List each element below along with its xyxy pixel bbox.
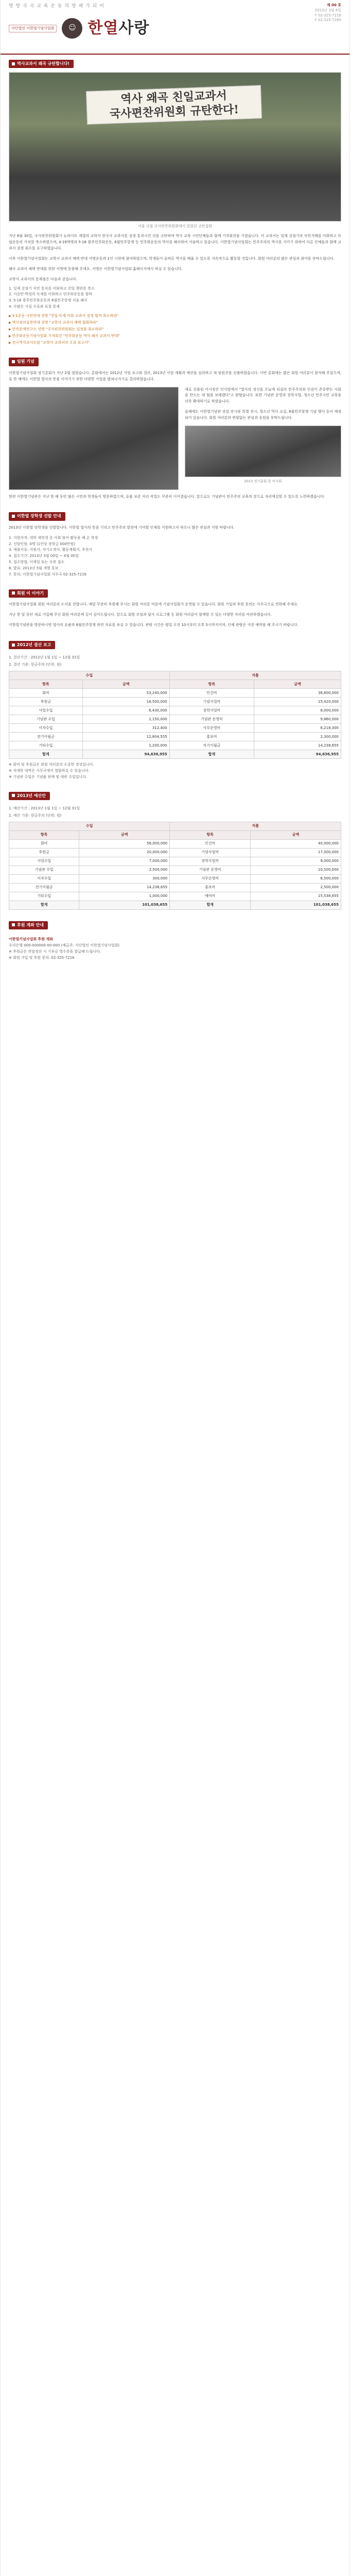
income-total: 94,636,955 [82, 750, 169, 759]
list-item: 3. 5·18 광주민주화운동과 6월민주항쟁 서술 왜곡 [9, 298, 87, 303]
section-title-text: 후원 계좌 안내 [17, 922, 44, 927]
col-amount: 금액 [79, 831, 170, 839]
expense-item: 차기이월금 [169, 741, 254, 750]
section-title [9, 792, 50, 800]
newsletter-logo [87, 16, 149, 41]
meeting-photo [9, 387, 179, 490]
section-title [9, 358, 39, 366]
list-intro: 교학사 교과서의 문제점은 다음과 같습니다. [9, 277, 77, 281]
meeting-photo-2 [185, 426, 341, 477]
section-title-text: 임원 기념 [17, 359, 34, 364]
income-amount: 56,000,000 [79, 839, 170, 848]
income-amount: 312,400 [82, 724, 169, 733]
expense-amount: 9,000,000 [251, 857, 341, 866]
table-row [9, 689, 341, 698]
section-general-meeting [1, 352, 349, 507]
income-item: 기념관 수입 [9, 866, 79, 874]
section-title [9, 641, 55, 649]
list-item: 7. 문의: 이한열기념사업회 사무국 02-325-7216 [9, 572, 86, 577]
expense-item: 인건비 [170, 839, 251, 848]
note: ※ 기념관 수입은 기념품 판매 및 대관 수입입니다. [9, 774, 87, 779]
table-row [9, 741, 341, 750]
expense-header: 지출 [169, 671, 341, 680]
photo-caption: 서울 국립 국사편찬위원회에서 있었던 규탄집회 [137, 224, 213, 229]
bank-account[interactable]: 우리은행 000-000000-00-000 (예금주: 사단법인 이한열기념사업회) [9, 943, 120, 948]
section-title [9, 589, 48, 598]
income-amount: 20,000,000 [79, 848, 170, 857]
expense-amount: 8,000,000 [254, 706, 341, 715]
total-row [9, 750, 341, 759]
newsletter-header [1, 0, 349, 55]
section-title-text: 회원 이 이야기 [17, 590, 44, 596]
expense-item: 기념관 운영비 [170, 866, 251, 874]
note: ※ 회원 가입 및 후원 문의: 02-325-7216 [9, 955, 75, 960]
expense-total: 94,636,955 [254, 750, 341, 759]
expense-amount: 2,300,000 [254, 733, 341, 741]
income-item: 회비 [9, 839, 79, 848]
section-settlement [1, 636, 349, 787]
list-item: 2. 선발인원: 0명 (1인당 장학금 000만원) [9, 541, 76, 546]
table-row [9, 848, 341, 857]
section-textbook [1, 55, 349, 352]
paragraph: 지난 8월 30일, 국사편찬위원회가 뉴라이트 계열의 교학사 한국사 교과서를 검정 통과시킨 것을 규탄하며 역사 교육 시민단체들과 함께 기자회견을 가졌습니다. 이 교과서는 일제 강점기의 식민지배를 미화하고 독립운동의 가치를 축소하였으며, 4·19혁명과 5·18 광주민주화운동, 6월민주항쟁 등 민주화운동의 역사를 왜곡하여 서술하고 있습니다. 이한열기념사업회는 민주주의의 역사를 지키기 위하여 다른 단체들과 함께 교과서 검정 취소를 요구하였습니다. [9, 234, 341, 251]
income-total: 101,038,655 [79, 901, 170, 909]
brand [9, 16, 341, 41]
statement-link[interactable]: ▶ 민족문제연구소 성명 "국사편찬위원회는 검정을 취소하라" [9, 327, 341, 332]
income-amount: 18,500,000 [82, 698, 169, 706]
scholarship-items [9, 535, 341, 578]
income-header: 수입 [9, 671, 170, 680]
table-row [9, 724, 341, 733]
settlement-body [9, 689, 341, 750]
section-title-text: 2013년 예산안 [17, 793, 46, 798]
paragraph: 왜곡 교과서 채택 반대를 위한 서명에 동참해 주세요. 서명은 이한열기념사업회 홈페이지에서 하실 수 있습니다. [9, 266, 183, 271]
income-item: 전기이월금 [9, 733, 83, 741]
expense-item: 장학사업비 [170, 857, 251, 866]
income-amount: 12,804,555 [82, 733, 169, 741]
expense-amount: 14,238,655 [254, 741, 341, 750]
expense-item: 인건비 [169, 689, 254, 698]
table-row [9, 715, 341, 724]
section-title-text: 2012년 결산 보고 [17, 642, 51, 647]
total-label: 합계 [9, 901, 79, 909]
header-slogan: 방 방 곡 곡 교 육 운 동 의 방 패 가 되 어 [9, 4, 104, 9]
expense-amount: 10,500,000 [251, 866, 341, 874]
ledger-notes [9, 762, 341, 781]
table-row [9, 698, 341, 706]
portrait-icon: ☺ [62, 18, 82, 39]
list-item: 3. 제출서류: 지원서, 자기소개서, 활동계획서, 추천서 [9, 548, 93, 552]
expense-item: 사무운영비 [169, 724, 254, 733]
table-row [9, 866, 341, 874]
expense-amount: 6,218,300 [254, 724, 341, 733]
note: ※ 후원금은 연말정산 시 기부금 영수증을 발급해 드립니다. [9, 950, 101, 954]
table-row [9, 839, 341, 848]
expense-item: 기념관 운영비 [169, 715, 254, 724]
ledger-basis: 2. 결산 기준: 현금주의 (단위: 원) [9, 663, 62, 667]
expense-amount: 17,000,000 [251, 848, 341, 857]
issue-date: 2013년 3월 6일 [314, 8, 341, 12]
income-amount: 300,000 [79, 874, 170, 883]
list-item: 5. 접수방법: 이메일 또는 우편 접수 [9, 560, 65, 565]
income-item: 사업수입 [9, 857, 79, 866]
table-row [9, 883, 341, 892]
expense-amount: 2,500,000 [251, 883, 341, 892]
section-budget [1, 787, 349, 916]
total-label: 합계 [169, 750, 254, 759]
expense-item: 기념사업비 [169, 698, 254, 706]
paragraph: 한편 이한열기념관은 지난 한 해 동안 많은 시민과 학생들이 방문하였으며, 유품 보존 처리 작업도 꾸준히 이어졌습니다. 앞으로도 기념관이 민주주의 교육의 장으로 자리매김할 수 있도록 노력하겠습니다. [9, 494, 325, 499]
income-amount: 7,000,000 [79, 857, 170, 866]
section-members [1, 584, 349, 636]
income-item: 기타수입 [9, 892, 79, 901]
col-item: 항목 [9, 831, 79, 839]
section-title [9, 60, 74, 68]
total-label: 합계 [9, 750, 83, 759]
income-item: 회비 [9, 689, 83, 698]
table-row [9, 733, 341, 741]
paragraph: 이한열기념사업회 정기총회가 지난 2월 열렸습니다. 총회에서는 2012년 사업 보고와 결산, 2013년 사업 계획과 예산을 심의하고 새 임원진을 선출하였습니다. 이번 총회에는 많은 회원 여러분이 참석해 주셨으며, 올 한 해에도 이한열 열사의 뜻을 이어가기 위한 다양한 사업을 펼쳐나가기로 결의하였습니다. [9, 370, 341, 381]
header-fax: 02-325-7265 [318, 18, 341, 23]
expense-item: 장학사업비 [169, 706, 254, 715]
income-amount: 14,238,655 [79, 883, 170, 892]
paragraph: 지난 한 달 동안 새로 가입해 주신 회원 여러분께 깊이 감사드립니다. 앞으로 회원 모임과 답사 프로그램 등 회원 여러분이 함께할 수 있는 다양한 자리를 마련하겠습니다. [9, 613, 272, 617]
total-row [9, 901, 341, 909]
expense-amount: 40,000,000 [251, 839, 341, 848]
expense-amount: 38,600,000 [254, 689, 341, 698]
donation-info [9, 937, 341, 961]
section-donation [1, 916, 349, 968]
expense-amount: 6,500,000 [251, 874, 341, 883]
income-item: 사업수입 [9, 706, 83, 715]
income-amount: 6,430,000 [82, 706, 169, 715]
income-amount: 1,000,000 [79, 892, 170, 901]
col-amount: 금액 [82, 680, 169, 689]
col-item: 항목 [169, 680, 254, 689]
table-row [9, 874, 341, 883]
photo-caption: 2013 정기총회 및 이사회 [244, 479, 282, 483]
paragraph: 올해에도 이한열기념관 상설 전시와 특별 전시, 청소년 역사 교실, 6월민주항쟁 기념 행사 등이 예정되어 있습니다. 회원 여러분의 변함없는 관심과 응원을 부탁드립니다. [185, 410, 341, 420]
expense-item: 예비비 [170, 892, 251, 901]
logo-pre: 한열 [87, 19, 119, 37]
issue-number: 제 00 호 [326, 3, 341, 7]
section-title [9, 512, 65, 520]
expense-total: 101,038,655 [251, 901, 341, 909]
protest-banner: 역사 왜곡 친일교과서 국사편찬위원회 규탄한다! [86, 85, 262, 125]
col-item: 항목 [170, 831, 251, 839]
income-item: 기타수입 [9, 741, 83, 750]
income-item: 기념관 수입 [9, 715, 83, 724]
list-item: 6. 발표: 2013년 5월 개별 통보 [9, 566, 59, 571]
income-amount: 2,500,000 [79, 866, 170, 874]
section-title-text: 이한열 장학생 선발 안내 [17, 514, 61, 519]
ledger-period: 1. 예산기간 : 2013년 1월 1일 ~ 12월 31일 [9, 806, 80, 811]
paragraph: 이후 이한열기념사업회는 교학사 교과서 채택 반대 서명운동과 1인 시위에 참여하였으며, 학생들이 올바른 역사를 배울 수 있도록 지속적으로 활동할 것입니다. 회원 여러분의 많은 관심과 참여를 부탁드립니다. [9, 256, 335, 261]
section-title-text: 역사교과서 왜곡 규탄합니다! [17, 61, 69, 66]
section-title [9, 921, 48, 929]
income-item: 후원금 [9, 848, 79, 857]
problem-list [9, 286, 341, 311]
budget-table [9, 822, 341, 910]
paragraph: 이한열기념사업회 회원 여러분의 소식을 전합니다. 매달 꾸준히 후원해 주시는 회원 여러분 덕분에 기념사업회가 운영될 수 있습니다. 회원 가입과 후원 문의는 사무국으로 연락해 주세요. [9, 602, 299, 607]
list-item: 1. 지원자격: 대학 재학생 중 사회 참여 활동을 해 온 학생 [9, 535, 98, 540]
donation-heading: 이한열기념사업회 후원 계좌 [9, 937, 54, 942]
expense-item: 사무운영비 [170, 874, 251, 883]
statement-link[interactable]: ▶ 역사정의실천연대 성명 "교학사 교과서 채택 철회하라" [9, 320, 341, 326]
statement-links [9, 313, 341, 345]
ledger-basis: 2. 예산 기준: 현금주의 (단위: 원) [9, 813, 62, 818]
col-amount: 금액 [254, 680, 341, 689]
protest-photo [9, 72, 341, 222]
income-item: 이자수입 [9, 874, 79, 883]
statement-link[interactable]: ▶ 전국역사교사모임 "교학사 교과서의 오류 보고서" [9, 340, 341, 346]
income-amount: 2,150,000 [82, 715, 169, 724]
income-item: 전기이월금 [9, 883, 79, 892]
ledger-period: 1. 결산기간 : 2012년 1월 1일 ~ 12월 31일 [9, 655, 80, 660]
table-row [9, 857, 341, 866]
col-amount: 금액 [251, 831, 341, 839]
total-label: 합계 [170, 901, 251, 909]
header-tel: 02-325-7216 [318, 13, 341, 18]
expense-item: 홍보비 [169, 733, 254, 741]
income-amount: 53,240,000 [82, 689, 169, 698]
list-item: 1. 일제 강점기 식민 통치를 미화하고 친일 행위를 축소 [9, 286, 95, 291]
paragraph: 새로 선출된 이사장은 인사말에서 "열사의 정신을 오늘에 되살려 민주주의와 인권이 존중받는 사회를 만드는 데 힘을 보태겠다"고 밝혔습니다. 또한 기념관 운영과 장학사업, 청소년 민주시민 교육을 더욱 확대하기로 하였습니다. [185, 387, 341, 404]
settlement-table [9, 671, 341, 759]
list-item: 4. 수많은 사실 오류와 표절 문제 [9, 304, 60, 309]
expense-header: 지출 [170, 822, 341, 831]
meeting-row [9, 387, 341, 490]
org-badge[interactable]: 사단법인 이한열기념사업회 [9, 25, 57, 32]
paragraph: 2013년 이한열 장학생을 선발합니다. 이한열 열사의 뜻을 기리고 민주주의 발전에 기여할 인재를 지원하고자 하오니 많은 관심과 지원 바랍니다. [9, 525, 235, 530]
table-row [9, 892, 341, 901]
expense-amount: 9,860,000 [254, 715, 341, 724]
income-item: 후원금 [9, 698, 83, 706]
paragraph: 이한열기념관을 방문하시면 열사의 유품과 6월민주항쟁 관련 자료를 보실 수 있습니다. 관람 시간은 평일 오전 10시부터 오후 5시까지이며, 단체 관람은 사전 예약을 해 주시기 바랍니다. [9, 623, 299, 628]
expense-item: 홍보비 [170, 883, 251, 892]
expense-amount: 15,420,000 [254, 698, 341, 706]
col-item: 항목 [9, 680, 83, 689]
income-item: 이자수입 [9, 724, 83, 733]
budget-body [9, 839, 341, 901]
logo-post: 사랑 [118, 19, 150, 37]
note: ※ 자세한 내역은 사무국에서 열람하실 수 있습니다. [9, 768, 90, 773]
table-row [9, 706, 341, 715]
issue-info: 제 00 호 2013년 3월 6일 T 02-325-7216 F 02-325-7265 [314, 3, 341, 23]
income-header: 수입 [9, 822, 170, 831]
note: ※ 회비 및 후원금은 회원 여러분의 소중한 정성입니다. [9, 762, 94, 767]
expense-amount: 15,538,655 [251, 892, 341, 901]
statement-link[interactable]: ▶ 3·1운동 시민연대 성명 "친일·독재 미화 교과서 검정 합격 취소하라" [9, 313, 341, 319]
list-item: 4. 접수기간: 2013년 3월 00일 ~ 4월 00일 [9, 554, 79, 558]
list-item: 2. 이승만·박정희 독재를 미화하고 민주화운동을 폄하 [9, 292, 93, 297]
statement-link[interactable]: ▶ 민주화운동기념사업회 기자회견 "민주화운동 역사 왜곡 교과서 반대" [9, 333, 341, 339]
section-scholarship [1, 507, 349, 584]
expense-item: 기념사업비 [170, 848, 251, 857]
income-amount: 1,200,000 [82, 741, 169, 750]
